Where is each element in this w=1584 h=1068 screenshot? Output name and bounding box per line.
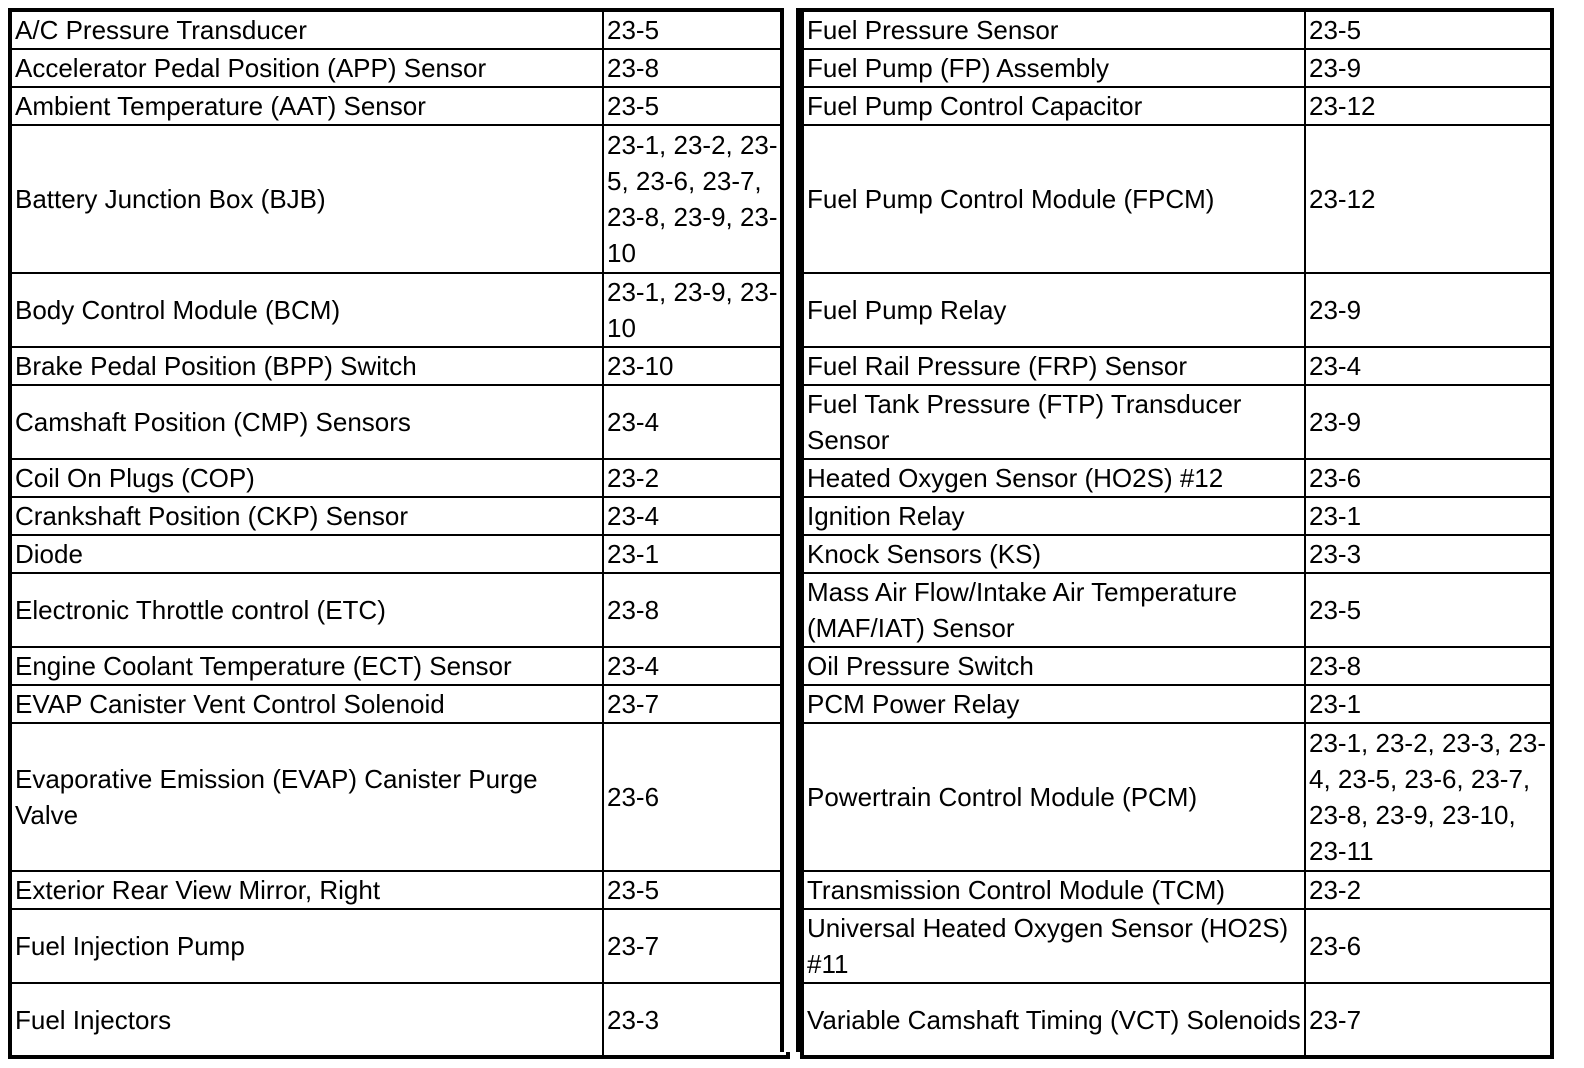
component-name-cell: Transmission Control Module (TCM) <box>802 871 1305 909</box>
component-name-cell: Universal Heated Oxygen Sensor (HO2S) #11 <box>802 909 1305 983</box>
right-index-table <box>800 8 1554 1059</box>
table-row <box>10 983 788 1057</box>
component-name-cell: Fuel Injectors <box>10 983 603 1057</box>
page-reference-cell: 23-6 <box>1305 909 1552 983</box>
table-row <box>10 87 788 125</box>
table-row <box>10 459 788 497</box>
table-row <box>802 87 1552 125</box>
component-name-cell: Knock Sensors (KS) <box>802 535 1305 573</box>
page-reference-cell: 23-1, 23-9, 23-10 <box>603 273 788 347</box>
table-row <box>802 497 1552 535</box>
component-name-cell: Evaporative Emission (EVAP) Canister Purge Valve <box>10 723 603 871</box>
component-name-cell: Electronic Throttle control (ETC) <box>10 573 603 647</box>
table-row <box>10 49 788 87</box>
page-reference-cell: 23-1 <box>1305 685 1552 723</box>
page-reference-cell: 23-8 <box>603 573 788 647</box>
page-reference-cell: 23-4 <box>1305 347 1552 385</box>
page-reference-cell: 23-12 <box>1305 87 1552 125</box>
table-row <box>10 385 788 459</box>
table-row <box>802 10 1552 49</box>
component-name-cell: Crankshaft Position (CKP) Sensor <box>10 497 603 535</box>
page-reference-cell: 23-6 <box>603 723 788 871</box>
page-reference-cell: 23-1 <box>603 535 788 573</box>
component-name-cell: Ignition Relay <box>802 497 1305 535</box>
component-name-cell: Fuel Rail Pressure (FRP) Sensor <box>802 347 1305 385</box>
table-row <box>802 871 1552 909</box>
table-row <box>802 385 1552 459</box>
page-reference-cell: 23-9 <box>1305 49 1552 87</box>
component-name-cell: Body Control Module (BCM) <box>10 273 603 347</box>
column-divider <box>780 8 800 1052</box>
table-row <box>802 347 1552 385</box>
component-name-cell: A/C Pressure Transducer <box>10 10 603 49</box>
page-reference-cell: 23-8 <box>1305 647 1552 685</box>
table-row <box>802 723 1552 871</box>
component-name-cell: Brake Pedal Position (BPP) Switch <box>10 347 603 385</box>
page-reference-cell: 23-9 <box>1305 385 1552 459</box>
page-reference-cell: 23-4 <box>603 647 788 685</box>
page-reference-cell: 23-3 <box>1305 535 1552 573</box>
table-row <box>802 909 1552 983</box>
page-reference-cell: 23-7 <box>603 909 788 983</box>
component-name-cell: Mass Air Flow/Intake Air Temperature (MAF/IAT) Sensor <box>802 573 1305 647</box>
table-row <box>802 573 1552 647</box>
table-row <box>10 573 788 647</box>
page-reference-cell: 23-1 <box>1305 497 1552 535</box>
component-name-cell: Coil On Plugs (COP) <box>10 459 603 497</box>
table-row <box>10 347 788 385</box>
table-row <box>802 459 1552 497</box>
page-reference-cell: 23-4 <box>603 385 788 459</box>
component-name-cell: Heated Oxygen Sensor (HO2S) #12 <box>802 459 1305 497</box>
table-row <box>10 273 788 347</box>
page-reference-cell: 23-2 <box>603 459 788 497</box>
component-name-cell: Fuel Pump (FP) Assembly <box>802 49 1305 87</box>
page-reference-cell: 23-12 <box>1305 125 1552 273</box>
component-name-cell: Fuel Pump Control Module (FPCM) <box>802 125 1305 273</box>
component-name-cell: EVAP Canister Vent Control Solenoid <box>10 685 603 723</box>
table-row <box>802 49 1552 87</box>
table-row <box>802 983 1552 1057</box>
table-row <box>802 273 1552 347</box>
page-reference-cell: 23-5 <box>1305 573 1552 647</box>
component-name-cell: Variable Camshaft Timing (VCT) Solenoids <box>802 983 1305 1057</box>
table-row <box>802 685 1552 723</box>
table-row <box>10 723 788 871</box>
page-reference-cell: 23-7 <box>1305 983 1552 1057</box>
component-name-cell: Accelerator Pedal Position (APP) Sensor <box>10 49 603 87</box>
component-name-cell: Diode <box>10 535 603 573</box>
page-reference-cell: 23-4 <box>603 497 788 535</box>
component-name-cell: Engine Coolant Temperature (ECT) Sensor <box>10 647 603 685</box>
table-row <box>802 125 1552 273</box>
left-index-table <box>8 8 790 1059</box>
component-name-cell: Camshaft Position (CMP) Sensors <box>10 385 603 459</box>
table-row <box>10 497 788 535</box>
page-reference-cell: 23-9 <box>1305 273 1552 347</box>
page-reference-cell: 23-8 <box>603 49 788 87</box>
table-row <box>802 535 1552 573</box>
table-row <box>10 125 788 273</box>
table-row <box>10 685 788 723</box>
component-name-cell: Oil Pressure Switch <box>802 647 1305 685</box>
page-reference-cell: 23-7 <box>603 685 788 723</box>
table-row <box>10 909 788 983</box>
component-name-cell: Fuel Tank Pressure (FTP) Transducer Sensor <box>802 385 1305 459</box>
component-name-cell: Ambient Temperature (AAT) Sensor <box>10 87 603 125</box>
page-reference-cell: 23-1, 23-2, 23-3, 23-4, 23-5, 23-6, 23-7, 23-8, 23-9, 23-10, 23-11 <box>1305 723 1552 871</box>
component-name-cell: Exterior Rear View Mirror, Right <box>10 871 603 909</box>
page-reference-cell: 23-2 <box>1305 871 1552 909</box>
page-reference-cell: 23-10 <box>603 347 788 385</box>
component-name-cell: Powertrain Control Module (PCM) <box>802 723 1305 871</box>
component-name-cell: Fuel Pump Control Capacitor <box>802 87 1305 125</box>
component-name-cell: Fuel Pressure Sensor <box>802 10 1305 49</box>
table-row <box>802 647 1552 685</box>
table-row <box>10 647 788 685</box>
table-row <box>10 535 788 573</box>
page-reference-cell: 23-1, 23-2, 23-5, 23-6, 23-7, 23-8, 23-9, 23-10 <box>603 125 788 273</box>
table-row <box>10 871 788 909</box>
component-name-cell: Fuel Injection Pump <box>10 909 603 983</box>
component-name-cell: Fuel Pump Relay <box>802 273 1305 347</box>
component-name-cell: PCM Power Relay <box>802 685 1305 723</box>
page-reference-cell: 23-5 <box>603 10 788 49</box>
page-reference-cell: 23-5 <box>603 871 788 909</box>
page-reference-cell: 23-6 <box>1305 459 1552 497</box>
page-reference-cell: 23-5 <box>603 87 788 125</box>
component-name-cell: Battery Junction Box (BJB) <box>10 125 603 273</box>
table-row <box>10 10 788 49</box>
page-reference-cell: 23-5 <box>1305 10 1552 49</box>
page-reference-cell: 23-3 <box>603 983 788 1057</box>
